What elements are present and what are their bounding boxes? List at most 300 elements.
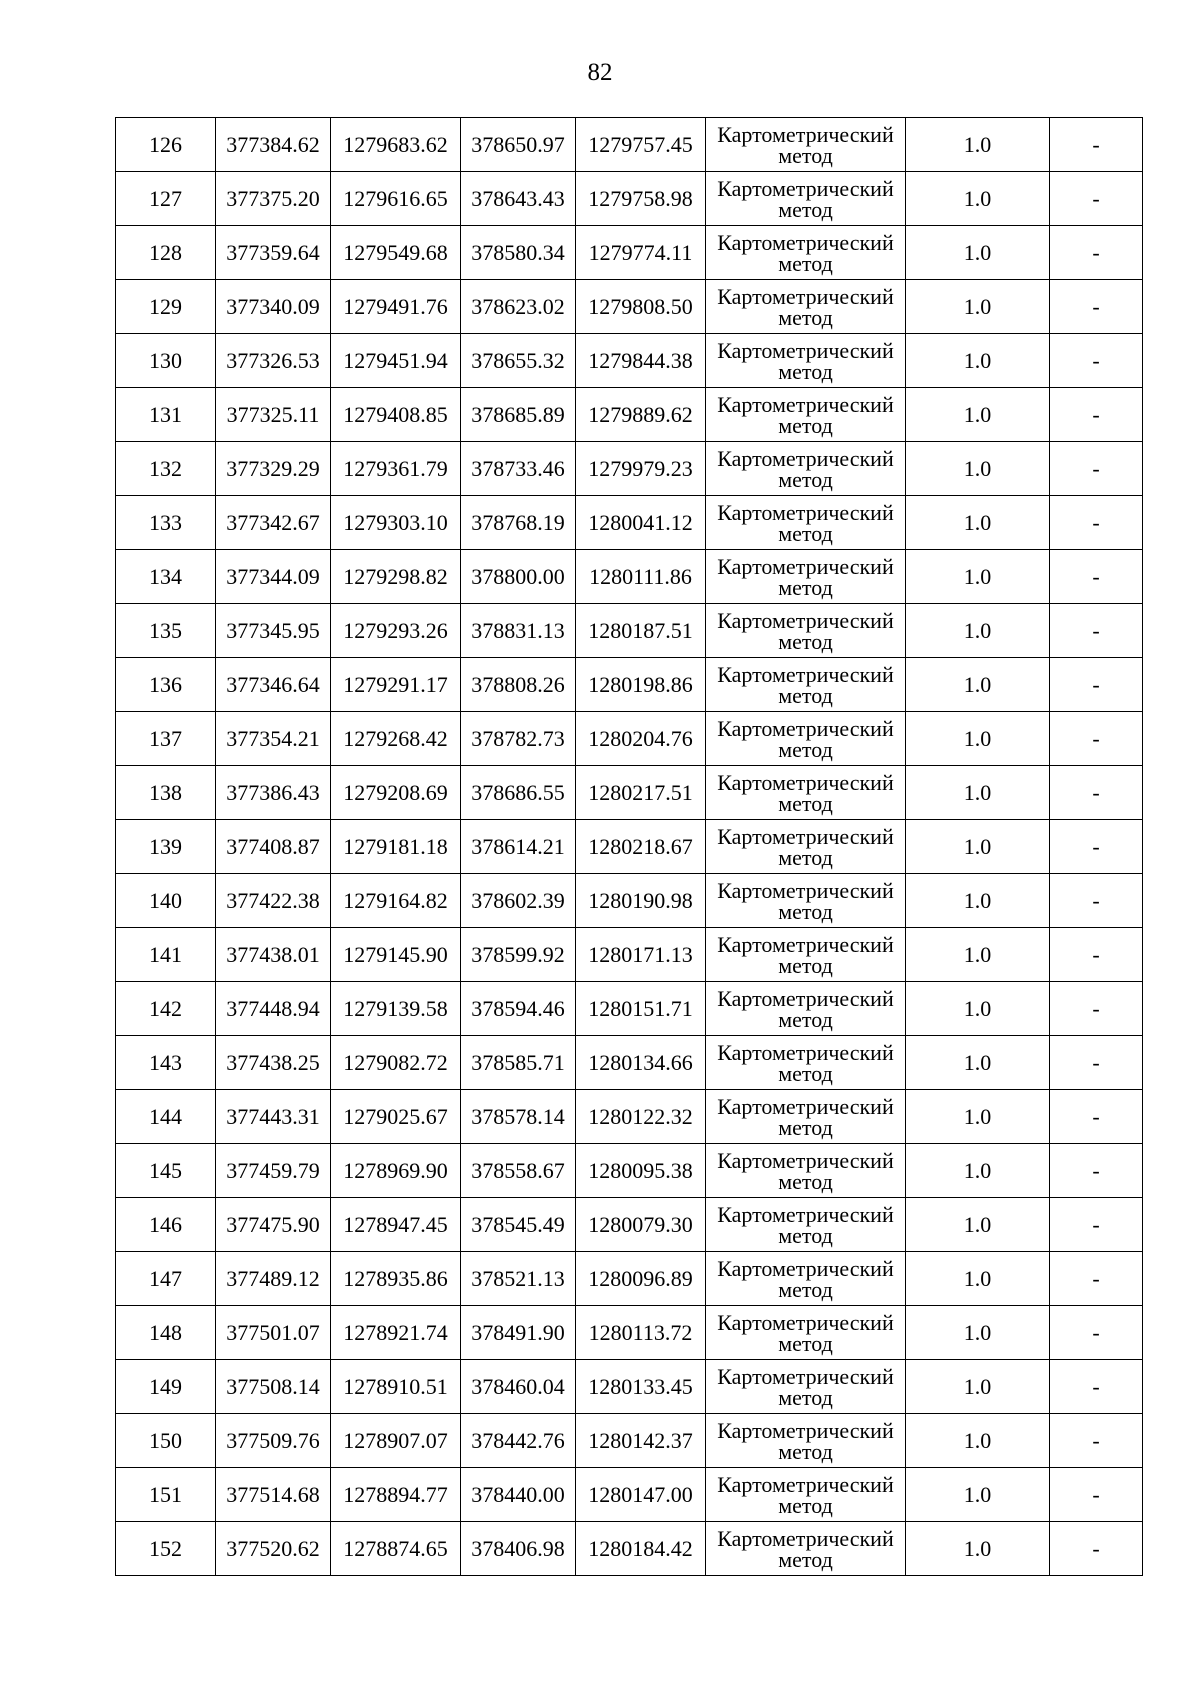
x1-cell: 377508.14 <box>216 1360 331 1414</box>
note-cell: - <box>1050 982 1143 1036</box>
x2-cell: 378578.14 <box>461 1090 576 1144</box>
table-row <box>116 604 1143 658</box>
note-cell: - <box>1050 1468 1143 1522</box>
x1-cell: 377384.62 <box>216 118 331 172</box>
y2-cell: 1280079.30 <box>576 1198 706 1252</box>
point-number-cell: 126 <box>116 118 216 172</box>
x1-cell: 377359.64 <box>216 226 331 280</box>
note-cell: - <box>1050 280 1143 334</box>
y2-cell: 1279889.62 <box>576 388 706 442</box>
table-row <box>116 172 1143 226</box>
method-line-2: метод <box>778 466 833 492</box>
x1-cell: 377354.21 <box>216 712 331 766</box>
note-cell: - <box>1050 820 1143 874</box>
method-cell <box>706 226 906 280</box>
y1-cell: 1279293.26 <box>331 604 461 658</box>
accuracy-cell: 1.0 <box>906 1468 1050 1522</box>
accuracy-cell: 1.0 <box>906 1306 1050 1360</box>
table-row <box>116 118 1143 172</box>
table-row <box>116 550 1143 604</box>
method-line-1: Картометрический <box>717 715 894 741</box>
y2-cell: 1280133.45 <box>576 1360 706 1414</box>
method-line-1: Картометрический <box>717 985 894 1011</box>
x1-cell: 377342.67 <box>216 496 331 550</box>
table-row <box>116 1306 1143 1360</box>
x1-cell: 377509.76 <box>216 1414 331 1468</box>
method-line-1: Картометрический <box>717 931 894 957</box>
accuracy-cell: 1.0 <box>906 1036 1050 1090</box>
method-line-1: Картометрический <box>717 1309 894 1335</box>
x1-cell: 377346.64 <box>216 658 331 712</box>
x2-cell: 378545.49 <box>461 1198 576 1252</box>
table-row <box>116 388 1143 442</box>
method-line-2: метод <box>778 1114 833 1140</box>
accuracy-cell: 1.0 <box>906 550 1050 604</box>
method-line-1: Картометрический <box>717 499 894 525</box>
note-cell: - <box>1050 874 1143 928</box>
method-line-1: Картометрический <box>717 769 894 795</box>
method-line-1: Картометрический <box>717 1471 894 1497</box>
accuracy-cell: 1.0 <box>906 118 1050 172</box>
method-line-2: метод <box>778 682 833 708</box>
x2-cell: 378650.97 <box>461 118 576 172</box>
x2-cell: 378623.02 <box>461 280 576 334</box>
method-line-2: метод <box>778 574 833 600</box>
table-row <box>116 1090 1143 1144</box>
y1-cell: 1278935.86 <box>331 1252 461 1306</box>
method-cell <box>706 118 906 172</box>
method-cell <box>706 388 906 442</box>
table-row <box>116 982 1143 1036</box>
method-line-1: Картометрический <box>717 1417 894 1443</box>
x2-cell: 378800.00 <box>461 550 576 604</box>
method-line-2: метод <box>778 844 833 870</box>
method-cell <box>706 604 906 658</box>
table-row <box>116 766 1143 820</box>
method-cell <box>706 712 906 766</box>
accuracy-cell: 1.0 <box>906 1090 1050 1144</box>
method-cell <box>706 334 906 388</box>
x2-cell: 378768.19 <box>461 496 576 550</box>
note-cell: - <box>1050 1414 1143 1468</box>
method-line-2: метод <box>778 304 833 330</box>
table-row <box>116 874 1143 928</box>
accuracy-cell: 1.0 <box>906 1252 1050 1306</box>
y2-cell: 1280134.66 <box>576 1036 706 1090</box>
table-row <box>116 1414 1143 1468</box>
y2-cell: 1280198.86 <box>576 658 706 712</box>
x1-cell: 377329.29 <box>216 442 331 496</box>
table-row <box>116 1468 1143 1522</box>
y1-cell: 1279303.10 <box>331 496 461 550</box>
method-line-1: Картометрический <box>717 607 894 633</box>
x2-cell: 378686.55 <box>461 766 576 820</box>
point-number-cell: 147 <box>116 1252 216 1306</box>
note-cell: - <box>1050 1306 1143 1360</box>
accuracy-cell: 1.0 <box>906 712 1050 766</box>
page-number: 82 <box>587 59 613 86</box>
method-line-1: Картометрический <box>717 283 894 309</box>
y1-cell: 1279408.85 <box>331 388 461 442</box>
method-line-1: Картометрический <box>717 445 894 471</box>
accuracy-cell: 1.0 <box>906 1414 1050 1468</box>
method-line-2: метод <box>778 1006 833 1032</box>
point-number-cell: 149 <box>116 1360 216 1414</box>
y1-cell: 1279291.17 <box>331 658 461 712</box>
method-cell <box>706 820 906 874</box>
method-line-1: Картометрический <box>717 175 894 201</box>
method-line-1: Картометрический <box>717 229 894 255</box>
table-row <box>116 1198 1143 1252</box>
note-cell: - <box>1050 1198 1143 1252</box>
x2-cell: 378643.43 <box>461 172 576 226</box>
y2-cell: 1280096.89 <box>576 1252 706 1306</box>
accuracy-cell: 1.0 <box>906 388 1050 442</box>
accuracy-cell: 1.0 <box>906 766 1050 820</box>
method-cell <box>706 766 906 820</box>
method-line-2: метод <box>778 898 833 924</box>
y1-cell: 1278910.51 <box>331 1360 461 1414</box>
table-row <box>116 712 1143 766</box>
y1-cell: 1278947.45 <box>331 1198 461 1252</box>
y1-cell: 1279298.82 <box>331 550 461 604</box>
method-line-2: метод <box>778 1276 833 1302</box>
x1-cell: 377489.12 <box>216 1252 331 1306</box>
accuracy-cell: 1.0 <box>906 1198 1050 1252</box>
table-row <box>116 1036 1143 1090</box>
method-line-2: метод <box>778 358 833 384</box>
x1-cell: 377344.09 <box>216 550 331 604</box>
table-row <box>116 1144 1143 1198</box>
point-number-cell: 148 <box>116 1306 216 1360</box>
x1-cell: 377326.53 <box>216 334 331 388</box>
point-number-cell: 135 <box>116 604 216 658</box>
method-line-1: Картометрический <box>717 661 894 687</box>
y1-cell: 1279025.67 <box>331 1090 461 1144</box>
table-row <box>116 1360 1143 1414</box>
x1-cell: 377459.79 <box>216 1144 331 1198</box>
accuracy-cell: 1.0 <box>906 1522 1050 1576</box>
x2-cell: 378655.32 <box>461 334 576 388</box>
x2-cell: 378585.71 <box>461 1036 576 1090</box>
note-cell: - <box>1050 1036 1143 1090</box>
method-cell <box>706 550 906 604</box>
table-row <box>116 334 1143 388</box>
method-cell <box>706 1414 906 1468</box>
method-cell <box>706 1036 906 1090</box>
method-line-2: метод <box>778 1060 833 1086</box>
y1-cell: 1278894.77 <box>331 1468 461 1522</box>
y2-cell: 1280217.51 <box>576 766 706 820</box>
x2-cell: 378685.89 <box>461 388 576 442</box>
y2-cell: 1280142.37 <box>576 1414 706 1468</box>
point-number-cell: 134 <box>116 550 216 604</box>
method-cell <box>706 874 906 928</box>
method-cell <box>706 928 906 982</box>
point-number-cell: 142 <box>116 982 216 1036</box>
y2-cell: 1280113.72 <box>576 1306 706 1360</box>
point-number-cell: 133 <box>116 496 216 550</box>
point-number-cell: 141 <box>116 928 216 982</box>
y1-cell: 1279164.82 <box>331 874 461 928</box>
method-line-2: метод <box>778 1222 833 1248</box>
method-line-2: метод <box>778 628 833 654</box>
note-cell: - <box>1050 550 1143 604</box>
y1-cell: 1279361.79 <box>331 442 461 496</box>
method-line-1: Картометрический <box>717 1363 894 1389</box>
x2-cell: 378460.04 <box>461 1360 576 1414</box>
note-cell: - <box>1050 226 1143 280</box>
method-cell <box>706 1252 906 1306</box>
table-row <box>116 1522 1143 1576</box>
method-cell <box>706 1360 906 1414</box>
note-cell: - <box>1050 1090 1143 1144</box>
y1-cell: 1279268.42 <box>331 712 461 766</box>
y2-cell: 1280111.86 <box>576 550 706 604</box>
point-number-cell: 138 <box>116 766 216 820</box>
y1-cell: 1278969.90 <box>331 1144 461 1198</box>
method-line-1: Картометрический <box>717 823 894 849</box>
y2-cell: 1279979.23 <box>576 442 706 496</box>
accuracy-cell: 1.0 <box>906 874 1050 928</box>
note-cell: - <box>1050 1522 1143 1576</box>
method-line-2: метод <box>778 1168 833 1194</box>
method-line-2: метод <box>778 952 833 978</box>
y1-cell: 1279491.76 <box>331 280 461 334</box>
x2-cell: 378442.76 <box>461 1414 576 1468</box>
x1-cell: 377448.94 <box>216 982 331 1036</box>
method-line-1: Картометрический <box>717 1147 894 1173</box>
accuracy-cell: 1.0 <box>906 1144 1050 1198</box>
x1-cell: 377475.90 <box>216 1198 331 1252</box>
y2-cell: 1280190.98 <box>576 874 706 928</box>
y2-cell: 1280147.00 <box>576 1468 706 1522</box>
note-cell: - <box>1050 712 1143 766</box>
note-cell: - <box>1050 172 1143 226</box>
note-cell: - <box>1050 442 1143 496</box>
method-line-1: Картометрический <box>717 1039 894 1065</box>
method-line-1: Картометрический <box>717 121 894 147</box>
note-cell: - <box>1050 766 1143 820</box>
method-line-2: метод <box>778 1546 833 1572</box>
method-line-2: метод <box>778 250 833 276</box>
x1-cell: 377386.43 <box>216 766 331 820</box>
y2-cell: 1280151.71 <box>576 982 706 1036</box>
method-line-2: метод <box>778 1330 833 1356</box>
point-number-cell: 132 <box>116 442 216 496</box>
x2-cell: 378808.26 <box>461 658 576 712</box>
x2-cell: 378558.67 <box>461 1144 576 1198</box>
note-cell: - <box>1050 604 1143 658</box>
method-line-1: Картометрический <box>717 1255 894 1281</box>
accuracy-cell: 1.0 <box>906 334 1050 388</box>
note-cell: - <box>1050 1252 1143 1306</box>
method-line-2: метод <box>778 520 833 546</box>
point-number-cell: 127 <box>116 172 216 226</box>
point-number-cell: 152 <box>116 1522 216 1576</box>
y1-cell: 1279616.65 <box>331 172 461 226</box>
point-number-cell: 145 <box>116 1144 216 1198</box>
note-cell: - <box>1050 928 1143 982</box>
accuracy-cell: 1.0 <box>906 172 1050 226</box>
x2-cell: 378733.46 <box>461 442 576 496</box>
x2-cell: 378440.00 <box>461 1468 576 1522</box>
method-line-2: метод <box>778 736 833 762</box>
method-line-2: метод <box>778 412 833 438</box>
x1-cell: 377514.68 <box>216 1468 331 1522</box>
point-number-cell: 137 <box>116 712 216 766</box>
y2-cell: 1280204.76 <box>576 712 706 766</box>
x1-cell: 377408.87 <box>216 820 331 874</box>
point-number-cell: 146 <box>116 1198 216 1252</box>
table-row <box>116 1252 1143 1306</box>
y2-cell: 1279844.38 <box>576 334 706 388</box>
x1-cell: 377438.01 <box>216 928 331 982</box>
y1-cell: 1279181.18 <box>331 820 461 874</box>
x1-cell: 377340.09 <box>216 280 331 334</box>
method-cell <box>706 982 906 1036</box>
x1-cell: 377520.62 <box>216 1522 331 1576</box>
x2-cell: 378491.90 <box>461 1306 576 1360</box>
x2-cell: 378614.21 <box>461 820 576 874</box>
method-line-1: Картометрический <box>717 337 894 363</box>
note-cell: - <box>1050 658 1143 712</box>
table-row <box>116 658 1143 712</box>
x2-cell: 378782.73 <box>461 712 576 766</box>
y2-cell: 1280041.12 <box>576 496 706 550</box>
note-cell: - <box>1050 1360 1143 1414</box>
method-line-1: Картометрический <box>717 877 894 903</box>
x2-cell: 378521.13 <box>461 1252 576 1306</box>
y1-cell: 1279082.72 <box>331 1036 461 1090</box>
y2-cell: 1279757.45 <box>576 118 706 172</box>
x2-cell: 378580.34 <box>461 226 576 280</box>
y2-cell: 1280122.32 <box>576 1090 706 1144</box>
table-row <box>116 820 1143 874</box>
point-number-cell: 144 <box>116 1090 216 1144</box>
note-cell: - <box>1050 118 1143 172</box>
accuracy-cell: 1.0 <box>906 982 1050 1036</box>
method-line-2: метод <box>778 1438 833 1464</box>
table-row <box>116 280 1143 334</box>
method-line-1: Картометрический <box>717 1093 894 1119</box>
note-cell: - <box>1050 496 1143 550</box>
point-number-cell: 131 <box>116 388 216 442</box>
y1-cell: 1278921.74 <box>331 1306 461 1360</box>
y1-cell: 1279683.62 <box>331 118 461 172</box>
y2-cell: 1280218.67 <box>576 820 706 874</box>
x1-cell: 377345.95 <box>216 604 331 658</box>
y2-cell: 1280184.42 <box>576 1522 706 1576</box>
x1-cell: 377438.25 <box>216 1036 331 1090</box>
coordinates-table <box>115 117 1143 1576</box>
method-cell <box>706 1144 906 1198</box>
point-number-cell: 130 <box>116 334 216 388</box>
method-line-2: метод <box>778 1384 833 1410</box>
table-row <box>116 442 1143 496</box>
table-row <box>116 928 1143 982</box>
accuracy-cell: 1.0 <box>906 496 1050 550</box>
method-cell <box>706 1306 906 1360</box>
point-number-cell: 129 <box>116 280 216 334</box>
y2-cell: 1280171.13 <box>576 928 706 982</box>
accuracy-cell: 1.0 <box>906 226 1050 280</box>
accuracy-cell: 1.0 <box>906 280 1050 334</box>
table-body <box>116 118 1143 1576</box>
method-cell <box>706 1090 906 1144</box>
y1-cell: 1279451.94 <box>331 334 461 388</box>
accuracy-cell: 1.0 <box>906 658 1050 712</box>
point-number-cell: 136 <box>116 658 216 712</box>
x2-cell: 378406.98 <box>461 1522 576 1576</box>
y1-cell: 1278874.65 <box>331 1522 461 1576</box>
method-line-1: Картометрический <box>717 1525 894 1551</box>
y2-cell: 1280095.38 <box>576 1144 706 1198</box>
method-cell <box>706 496 906 550</box>
table-row <box>116 226 1143 280</box>
method-cell <box>706 172 906 226</box>
method-cell <box>706 658 906 712</box>
x1-cell: 377325.11 <box>216 388 331 442</box>
y2-cell: 1279774.11 <box>576 226 706 280</box>
y2-cell: 1280187.51 <box>576 604 706 658</box>
method-cell <box>706 280 906 334</box>
point-number-cell: 128 <box>116 226 216 280</box>
accuracy-cell: 1.0 <box>906 1360 1050 1414</box>
x2-cell: 378599.92 <box>461 928 576 982</box>
method-line-2: метод <box>778 790 833 816</box>
method-cell <box>706 1198 906 1252</box>
y2-cell: 1279808.50 <box>576 280 706 334</box>
method-line-2: метод <box>778 1492 833 1518</box>
y1-cell: 1279549.68 <box>331 226 461 280</box>
y1-cell: 1279139.58 <box>331 982 461 1036</box>
method-line-1: Картометрический <box>717 1201 894 1227</box>
note-cell: - <box>1050 334 1143 388</box>
x1-cell: 377501.07 <box>216 1306 331 1360</box>
note-cell: - <box>1050 1144 1143 1198</box>
point-number-cell: 150 <box>116 1414 216 1468</box>
y1-cell: 1279208.69 <box>331 766 461 820</box>
accuracy-cell: 1.0 <box>906 604 1050 658</box>
point-number-cell: 140 <box>116 874 216 928</box>
method-line-2: метод <box>778 142 833 168</box>
method-line-1: Картометрический <box>717 553 894 579</box>
y1-cell: 1278907.07 <box>331 1414 461 1468</box>
note-cell: - <box>1050 388 1143 442</box>
method-cell <box>706 1468 906 1522</box>
y1-cell: 1279145.90 <box>331 928 461 982</box>
x1-cell: 377375.20 <box>216 172 331 226</box>
x1-cell: 377422.38 <box>216 874 331 928</box>
method-cell <box>706 1522 906 1576</box>
method-line-2: метод <box>778 196 833 222</box>
x1-cell: 377443.31 <box>216 1090 331 1144</box>
point-number-cell: 139 <box>116 820 216 874</box>
x2-cell: 378602.39 <box>461 874 576 928</box>
method-line-1: Картометрический <box>717 391 894 417</box>
x2-cell: 378831.13 <box>461 604 576 658</box>
y2-cell: 1279758.98 <box>576 172 706 226</box>
point-number-cell: 151 <box>116 1468 216 1522</box>
point-number-cell: 143 <box>116 1036 216 1090</box>
table-row <box>116 496 1143 550</box>
accuracy-cell: 1.0 <box>906 928 1050 982</box>
x2-cell: 378594.46 <box>461 982 576 1036</box>
accuracy-cell: 1.0 <box>906 820 1050 874</box>
accuracy-cell: 1.0 <box>906 442 1050 496</box>
method-cell <box>706 442 906 496</box>
